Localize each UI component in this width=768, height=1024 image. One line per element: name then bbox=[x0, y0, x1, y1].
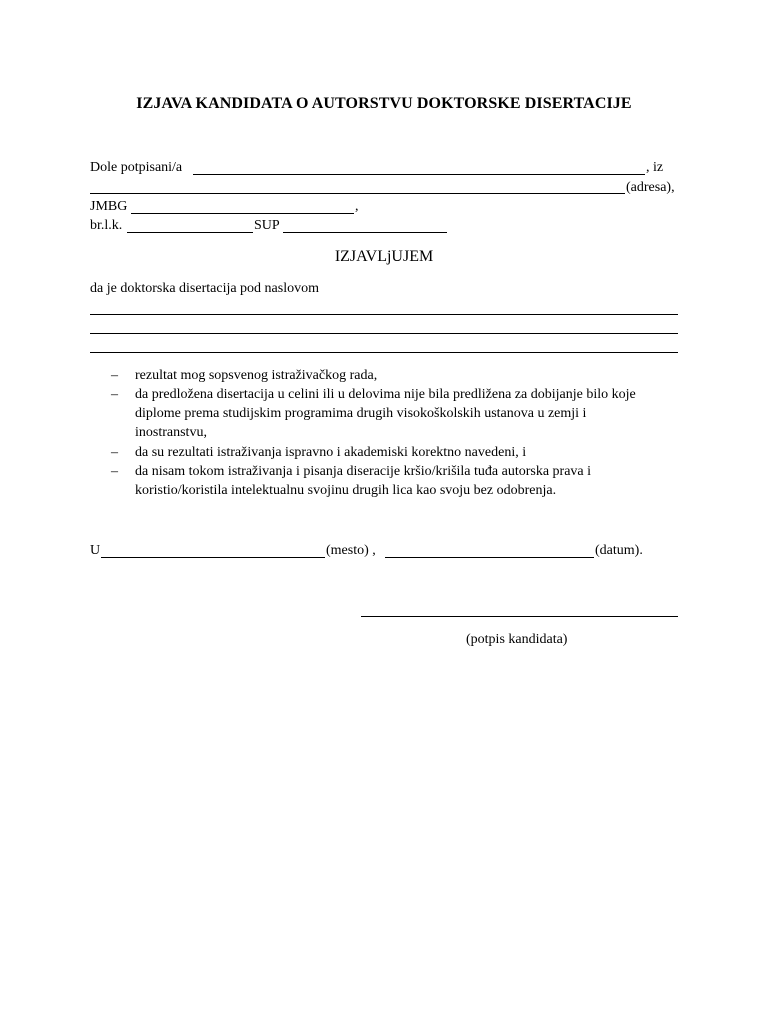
signed-label: Dole potpisani/a bbox=[90, 160, 183, 175]
place-prefix: U bbox=[90, 543, 101, 558]
list-bullet: – bbox=[111, 445, 118, 460]
place-fill-line bbox=[101, 557, 325, 558]
statement-line: rezultat mog sopsvenog istraživačkog rada, bbox=[135, 368, 378, 383]
place-label: (mesto) , bbox=[326, 543, 376, 558]
list-bullet: – bbox=[111, 387, 118, 402]
list-bullet: – bbox=[111, 464, 118, 479]
id-card-label: br.l.k. bbox=[90, 218, 123, 233]
date-label: (datum). bbox=[595, 543, 643, 558]
statement-line: diplome prema studijskim programima drugih visokoškolskih ustanova u zemji i bbox=[135, 406, 587, 421]
dissertation-title-line bbox=[90, 314, 678, 315]
sup-label: SUP bbox=[254, 218, 280, 233]
id-card-fill-line bbox=[127, 232, 253, 233]
intro-text: da je doktorska disertacija pod naslovom bbox=[90, 281, 319, 296]
statement-line: da predložena disertacija u celini ili u delovima nije bila predližena za dobijanje bilo koje bbox=[135, 387, 636, 402]
sup-fill-line bbox=[283, 232, 447, 233]
document-title: IZJAVA KANDIDATA O AUTORSTVU DOKTORSKE DISERTACIJE bbox=[136, 95, 632, 112]
jmbg-fill-line bbox=[131, 213, 354, 214]
statement-line: da nisam tokom istraživanja i pisanja diseracije kršio/krišila tuđa autorska prava i bbox=[135, 464, 592, 479]
signature-label: (potpis kandidata) bbox=[466, 632, 568, 647]
declare-heading: IZJAVLjUJEM bbox=[334, 248, 434, 265]
address-fill-line bbox=[90, 193, 625, 194]
signature-line bbox=[361, 616, 678, 617]
name-fill-line bbox=[193, 174, 645, 175]
jmbg-label: JMBG bbox=[90, 199, 128, 214]
dissertation-title-line bbox=[90, 333, 678, 334]
statement-line: koristio/koristila intelektualnu svojinu drugih lica kao svoju bez odobrenja. bbox=[135, 483, 557, 498]
list-bullet: – bbox=[111, 368, 118, 383]
statement-line: inostranstvu, bbox=[135, 425, 207, 440]
from-label: , iz bbox=[646, 160, 664, 175]
jmbg-comma: , bbox=[355, 199, 359, 214]
address-label: (adresa), bbox=[626, 180, 675, 195]
dissertation-title-line bbox=[90, 352, 678, 353]
date-fill-line bbox=[385, 557, 594, 558]
statement-line: da su rezultati istraživanja ispravno i akademiski korektno navedeni, i bbox=[135, 445, 527, 460]
